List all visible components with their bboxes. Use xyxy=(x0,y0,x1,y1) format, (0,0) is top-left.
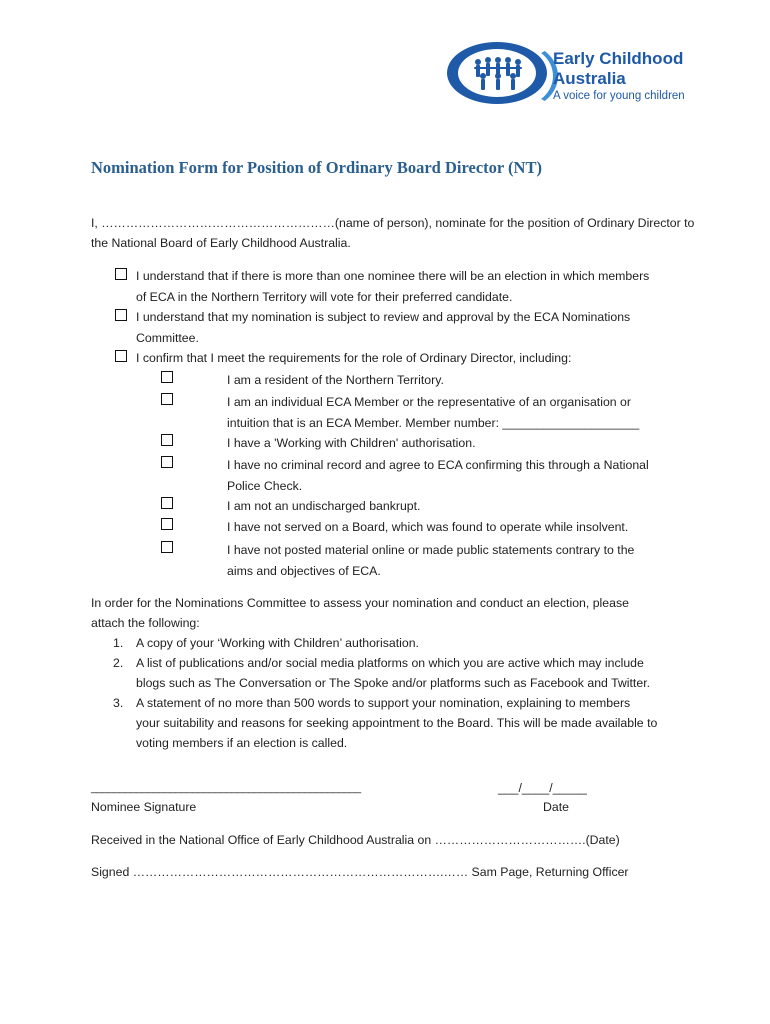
checkbox-no-contrary-statements[interactable] xyxy=(161,541,173,553)
requirement-text: I have a 'Working with Children' authorisation. xyxy=(227,436,476,450)
list-number: 1. xyxy=(113,636,124,650)
list-number: 3. xyxy=(113,696,124,710)
attach-intro-line-2: attach the following: xyxy=(91,616,200,630)
checkbox-election-understanding[interactable] xyxy=(115,268,127,280)
attach-intro-line-1: In order for the Nominations Committee to assess your nomination and conduct an election, please xyxy=(91,596,629,610)
date-label: Date xyxy=(543,800,569,814)
logo-brand-line2: Australia xyxy=(553,69,626,88)
requirement-text: I am an individual ECA Member or the representative of an organisation or xyxy=(227,395,631,409)
check-text: of ECA in the Northern Territory will vote for their preferred candidate. xyxy=(136,290,513,304)
checkbox-criminal-record[interactable] xyxy=(161,456,173,468)
requirement-text: I have not served on a Board, which was found to operate while insolvent. xyxy=(227,520,629,534)
attachment-text: voting members if an election is called. xyxy=(136,736,348,750)
received-line: Received in the National Office of Early Childhood Australia on ……………………………….(Date) xyxy=(91,833,620,847)
attachment-text: A list of publications and/or social media platforms on which you are active which may include xyxy=(136,656,644,670)
attachment-text: A copy of your ‘Working with Children’ authorisation. xyxy=(136,636,419,650)
signature-label: Nominee Signature xyxy=(91,800,197,814)
attachment-text: A statement of no more than 500 words to support your nomination, explaining to members xyxy=(136,696,631,710)
attachment-text: your suitability and reasons for seeking appointment to the Board. This will be made available to xyxy=(136,716,658,730)
attachment-text: blogs such as The Conversation or The Spoke and/or platforms such as Facebook and Twitter. xyxy=(136,676,651,690)
children-circle-icon xyxy=(470,54,526,92)
checkbox-review-understanding[interactable] xyxy=(115,309,127,321)
requirement-text: Police Check. xyxy=(227,479,303,493)
checkbox-working-with-children[interactable] xyxy=(161,434,173,446)
requirement-text: aims and objectives of ECA. xyxy=(227,564,381,578)
signature-line[interactable]: ________________________________________________ xyxy=(91,782,361,794)
list-number: 2. xyxy=(113,656,124,670)
checkbox-eca-member[interactable] xyxy=(161,393,173,405)
logo-brand-line1: Early Childhood xyxy=(553,49,684,68)
requirement-text: I have not posted material online or made public statements contrary to the xyxy=(227,543,635,557)
checkbox-nt-resident[interactable] xyxy=(161,371,173,383)
requirement-text: I have no criminal record and agree to ECA confirming this through a National xyxy=(227,458,649,472)
intro-line-2: the National Board of Early Childhood Australia. xyxy=(91,236,351,250)
check-text: I understand that my nomination is subject to review and approval by the ECA Nominations xyxy=(136,310,631,324)
check-text: I understand that if there is more than one nominee there will be an election in which members xyxy=(136,269,650,283)
checkbox-not-bankrupt[interactable] xyxy=(161,497,173,509)
eca-logo xyxy=(447,42,687,108)
requirement-text: I am a resident of the Northern Territory. xyxy=(227,373,444,387)
checkbox-requirements-confirm[interactable] xyxy=(115,350,127,362)
date-line[interactable]: ___/____/_____ xyxy=(498,781,587,795)
check-text: I confirm that I meet the requirements for the role of Ordinary Director, including: xyxy=(136,351,572,365)
requirement-text: I am not an undischarged bankrupt. xyxy=(227,499,421,513)
checkbox-not-insolvent-board[interactable] xyxy=(161,518,173,530)
intro-line-1: I, …………………………………………………(name of person), nominate for the position of Ordinary Director to xyxy=(91,216,695,230)
logo-tagline: A voice for young children xyxy=(553,90,685,102)
requirement-text: intuition that is an ECA Member. Member number: ____________________ xyxy=(227,416,640,430)
form-title: Nomination Form for Position of Ordinary Board Director (NT) xyxy=(91,158,542,177)
signed-line: Signed ………………………………………………………………….…… Sam Page, Returning Officer xyxy=(91,865,629,879)
check-text: Committee. xyxy=(136,331,199,345)
